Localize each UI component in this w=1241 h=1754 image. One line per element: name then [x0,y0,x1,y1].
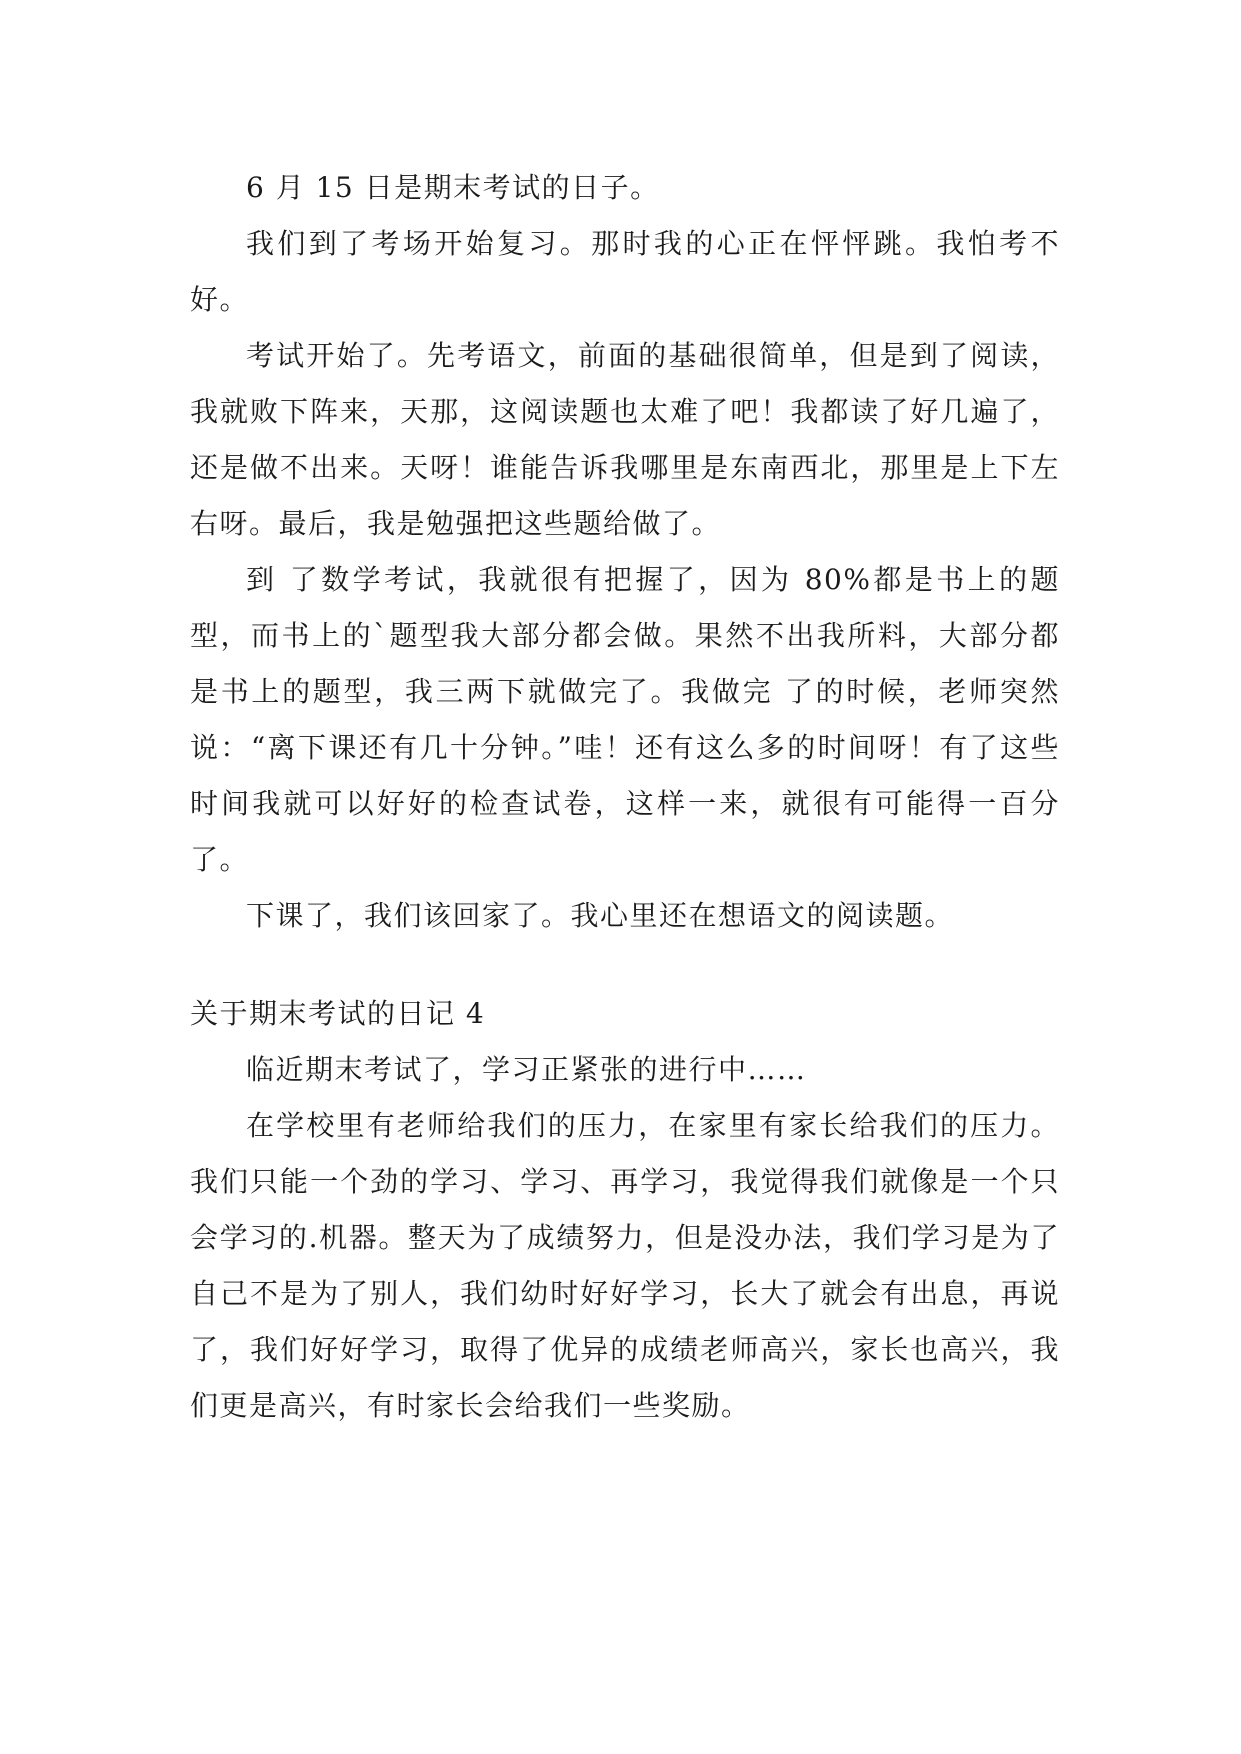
paragraph-math-exam: 到 了数学考试，我就很有把握了，因为 80%都是书上的题型，而书上的`题型我大部分都会做。果然不出我所料，大部分都是书上的题型，我三两下就做完了。我做完 了的时候，老师突然说：“离下课还有几十分钟。”哇！还有这么多的时间呀！有了这些时间我就可以好好的检查试卷，这样一来，就很有可能得一百分了。 [190,563,1060,876]
diary-heading: 关于期末考试的日记 4 [190,997,486,1030]
paragraph-review: 我们到了考场开始复习。那时我的心正在怦怦跳。我怕考不好。 [190,227,1060,316]
paragraph-exam-date: 6 月 15 日是期末考试的日子。 [246,171,660,204]
paragraph-chinese-exam: 考试开始了。先考语文，前面的基础很简单，但是到了阅读，我就败下阵来，天那，这阅读题也太难了吧！我都读了好几遍了，还是做不出来。天呀！谁能告诉我哪里是东南西北，那里是上下左右呀。最后，我是勉强把这些题给做了。 [190,339,1060,540]
paragraph-pressure: 在学校里有老师给我们的压力，在家里有家长给我们的压力。我们只能一个劲的学习、学习、再学习，我觉得我们就像是一个只会学习的.机器。整天为了成绩努力，但是没办法，我们学习是为了自己不是为了别人，我们幼时好好学习，长大了就会有出息，再说了，我们好好学习，取得了优异的成绩老师高兴，家长也高兴，我们更是高兴，有时家长会给我们一些奖励。 [190,1109,1060,1422]
paragraph-after-class: 下课了，我们该回家了。我心里还在想语文的阅读题。 [246,899,955,932]
document-body [190,160,1060,1434]
paragraph-exam-approaching: 临近期末考试了，学习正紧张的进行中…… [246,1053,807,1086]
